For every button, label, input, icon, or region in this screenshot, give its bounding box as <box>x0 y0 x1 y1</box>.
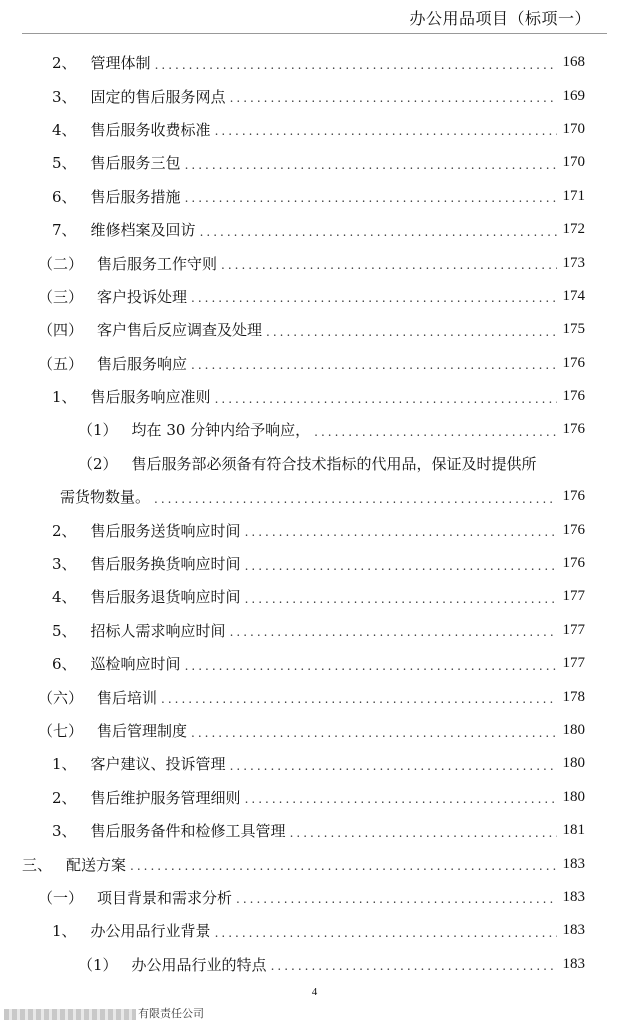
toc-entry-number: （2） <box>78 454 118 473</box>
toc-leader-dots <box>191 358 557 372</box>
toc-entry-label: 客户售后反应调查及处理 <box>97 321 263 340</box>
toc-entry-label: 巡检响应时间 <box>90 655 181 674</box>
toc-entry-label: 办公用品行业背景 <box>90 922 211 941</box>
toc-leader-dots <box>130 859 557 873</box>
toc-entry-page: 181 <box>562 822 585 839</box>
toc-entry-page: 174 <box>562 287 585 304</box>
toc-entry-page: 177 <box>562 655 585 672</box>
toc-entry-label: 售后服务备件和检修工具管理 <box>90 822 286 841</box>
toc-entry[interactable] <box>0 246 629 279</box>
toc-entry-page: 176 <box>562 388 585 405</box>
toc-entry[interactable] <box>0 847 629 880</box>
footer-company <box>4 1005 204 1021</box>
toc-entry-label: 售后服务三包 <box>90 154 181 173</box>
toc-entry-page: 176 <box>562 421 585 438</box>
toc-entry-number: 5、 <box>52 621 77 640</box>
toc-entry-number: （五） <box>38 354 84 373</box>
toc-entry-number: （三） <box>38 287 84 306</box>
toc-entry-label: 售后服务工作守则 <box>97 254 218 273</box>
document-header-title: 办公用品项目（标项一） <box>409 9 591 28</box>
toc-leader-dots <box>191 726 557 740</box>
table-of-contents <box>0 46 629 981</box>
toc-entry-label: 售后培训 <box>97 688 158 707</box>
toc-leader-dots <box>185 191 557 205</box>
toc-entry-page: 171 <box>562 187 585 204</box>
toc-entry[interactable] <box>0 280 629 313</box>
toc-entry-page: 176 <box>562 555 585 572</box>
toc-leader-dots <box>185 158 557 172</box>
toc-entry[interactable] <box>0 347 629 380</box>
toc-leader-dots <box>230 91 557 105</box>
toc-entry-page: 173 <box>562 254 585 271</box>
toc-entry[interactable] <box>0 79 629 112</box>
toc-entry-label: 售后服务响应 <box>97 354 188 373</box>
toc-entry-label: 办公用品行业的特点 <box>131 955 267 974</box>
toc-entry-number: 7、 <box>52 221 77 240</box>
toc-entry-label: 管理体制 <box>90 54 151 73</box>
toc-leader-dots <box>290 826 557 840</box>
toc-entry-label: 均在 30 分钟内给予响应， <box>131 421 311 440</box>
toc-entry-label: 需货物数量。 <box>60 488 151 507</box>
toc-entry[interactable] <box>0 547 629 580</box>
toc-entry[interactable] <box>0 647 629 680</box>
toc-leader-dots <box>215 124 557 138</box>
toc-entry[interactable] <box>0 680 629 713</box>
toc-entry-number: 6、 <box>52 655 77 674</box>
toc-entry-number: 4、 <box>52 588 77 607</box>
toc-entry-label: 售后服务送货响应时间 <box>90 521 241 540</box>
toc-entry-page: 180 <box>562 755 585 772</box>
toc-entry-number: 1、 <box>52 755 77 774</box>
toc-entry-label: 配送方案 <box>66 855 127 874</box>
toc-leader-dots <box>245 559 557 573</box>
toc-entry[interactable] <box>0 180 629 213</box>
toc-entry[interactable] <box>0 46 629 79</box>
toc-entry-page: 183 <box>562 955 585 972</box>
toc-leader-dots <box>200 225 557 239</box>
toc-entry-label: 售后服务换货响应时间 <box>90 555 241 574</box>
toc-entry-number: （六） <box>38 688 84 707</box>
toc-leader-dots <box>236 892 557 906</box>
toc-entry[interactable] <box>0 914 629 947</box>
toc-entry[interactable] <box>0 480 629 513</box>
toc-entry-label: 维修档案及回访 <box>90 221 196 240</box>
footer-company-suffix: 有限责任公司 <box>138 1007 204 1020</box>
toc-entry-number: 3、 <box>52 822 77 841</box>
toc-entry[interactable] <box>0 747 629 780</box>
toc-entry-page: 168 <box>562 54 585 71</box>
toc-entry-number: 3、 <box>52 87 77 106</box>
toc-entry-label: 固定的售后服务网点 <box>90 87 226 106</box>
toc-leader-dots <box>221 258 557 272</box>
toc-entry[interactable] <box>0 814 629 847</box>
toc-entry-number: 1、 <box>52 388 77 407</box>
header-rule <box>22 33 607 34</box>
toc-entry-number: 5、 <box>52 154 77 173</box>
toc-entry-number: （二） <box>38 254 84 273</box>
toc-leader-dots <box>161 692 557 706</box>
toc-entry-label: 招标人需求响应时间 <box>90 621 226 640</box>
toc-leader-dots <box>314 425 557 439</box>
toc-entry[interactable] <box>0 714 629 747</box>
toc-entry-page: 172 <box>562 221 585 238</box>
toc-leader-dots <box>215 392 557 406</box>
toc-entry-number: （七） <box>38 722 84 740</box>
toc-entry-page: 183 <box>562 922 585 939</box>
toc-leader-dots <box>271 959 557 973</box>
toc-entry[interactable] <box>0 948 629 981</box>
toc-entry-number: 4、 <box>52 120 77 139</box>
toc-entry[interactable] <box>0 313 629 346</box>
page-number: 4 <box>311 986 318 998</box>
toc-entry[interactable] <box>0 213 629 246</box>
toc-leader-dots <box>155 58 557 72</box>
toc-entry-number: 2、 <box>52 54 77 73</box>
toc-entry[interactable] <box>0 580 629 613</box>
toc-entry[interactable] <box>0 513 629 546</box>
toc-entry-page: 177 <box>562 588 585 605</box>
toc-entry-page: 183 <box>562 888 585 905</box>
toc-leader-dots <box>245 792 557 806</box>
toc-leader-dots <box>215 926 557 940</box>
toc-entry-label: 售后服务退货响应时间 <box>90 588 241 607</box>
toc-entry-label: 售后服务部必须备有符合技术指标的代用品，保证及时提供所 <box>131 454 537 473</box>
toc-entry-page: 170 <box>562 120 585 137</box>
toc-leader-dots <box>245 525 557 539</box>
toc-entry-number: 2、 <box>52 788 77 807</box>
toc-entry-page: 170 <box>562 154 585 171</box>
toc-entry-label: 客户投诉处理 <box>97 287 188 306</box>
toc-entry-number: 2、 <box>52 521 77 540</box>
toc-leader-dots <box>230 625 557 639</box>
toc-entry-page: 183 <box>562 855 585 872</box>
toc-entry-number: （1） <box>78 421 118 440</box>
toc-entry-number: （四） <box>38 321 84 340</box>
toc-entry[interactable] <box>0 447 629 480</box>
toc-entry-label: 客户建议、投诉管理 <box>90 755 226 774</box>
toc-entry[interactable] <box>0 146 629 179</box>
toc-entry[interactable] <box>0 413 629 446</box>
toc-entry-page: 180 <box>562 788 585 805</box>
toc-entry-page: 180 <box>562 722 585 738</box>
toc-entry-number: 1、 <box>52 922 77 941</box>
toc-entry-number: （1） <box>78 955 118 974</box>
blurred-company-name <box>4 1009 136 1020</box>
toc-leader-dots <box>245 592 557 606</box>
toc-entry-label: 售后服务措施 <box>90 187 181 206</box>
toc-entry-number: （一） <box>38 888 84 907</box>
toc-entry-number: 三、 <box>22 855 53 874</box>
toc-entry-page: 176 <box>562 521 585 538</box>
toc-entry-page: 176 <box>562 488 585 505</box>
toc-leader-dots <box>230 759 557 773</box>
toc-leader-dots <box>266 325 557 339</box>
toc-entry-number: 3、 <box>52 555 77 574</box>
toc-entry[interactable] <box>0 881 629 914</box>
toc-entry-label: 售后管理制度 <box>97 722 188 740</box>
toc-entry-page: 178 <box>562 688 585 705</box>
toc-entry[interactable] <box>0 614 629 647</box>
toc-leader-dots <box>154 492 557 506</box>
toc-leader-dots <box>185 659 557 673</box>
toc-entry-number: 6、 <box>52 187 77 206</box>
toc-entry-label: 售后维护服务管理细则 <box>90 788 241 807</box>
toc-entry-label: 项目背景和需求分析 <box>97 888 233 907</box>
toc-entry-page: 177 <box>562 621 585 638</box>
toc-entry-page: 176 <box>562 354 585 371</box>
toc-entry-page: 169 <box>562 87 585 104</box>
toc-entry-page: 175 <box>562 321 585 338</box>
toc-entry[interactable] <box>0 781 629 814</box>
toc-entry[interactable] <box>0 380 629 413</box>
toc-leader-dots <box>191 291 557 305</box>
toc-entry-label: 售后服务响应准则 <box>90 388 211 407</box>
toc-entry[interactable] <box>0 113 629 146</box>
toc-entry-label: 售后服务收费标准 <box>90 120 211 139</box>
